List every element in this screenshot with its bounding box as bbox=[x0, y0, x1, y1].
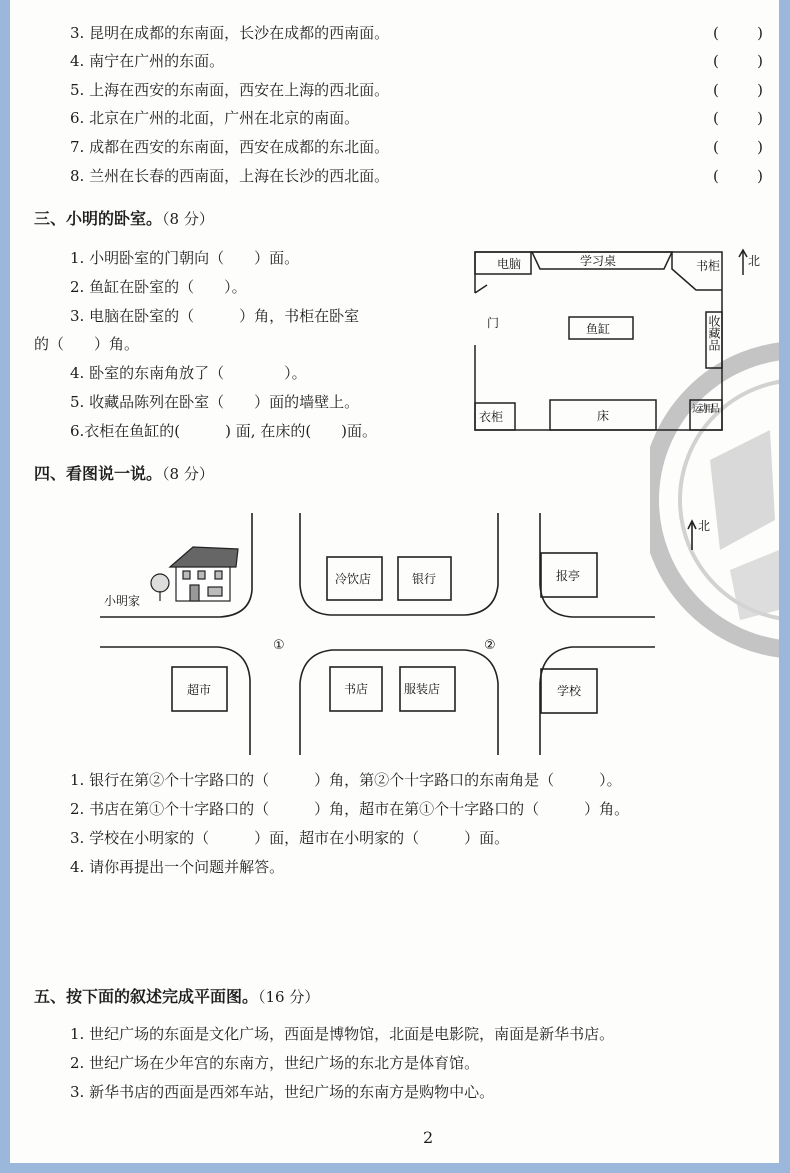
s3-q1: 1. 小明卧室的门朝向（ ）面。 bbox=[70, 249, 300, 267]
street-map bbox=[90, 505, 730, 763]
room-label-sports: 运动用品 bbox=[692, 404, 720, 415]
room-label-bed: 床 bbox=[597, 409, 610, 423]
s3-q4: 4. 卧室的东南角放了（ ）。 bbox=[70, 364, 307, 382]
north-label: 北 bbox=[748, 254, 761, 268]
answer-blank[interactable]: ( ) bbox=[713, 81, 763, 99]
map-label-bookstore: 书店 bbox=[344, 682, 369, 696]
s5-q1: 1. 世纪广场的东面是文化广场，西面是博物馆，北面是电影院，南面是新华书店。 bbox=[70, 1025, 615, 1043]
map-label-bank: 银行 bbox=[412, 572, 437, 586]
s5-q2: 2. 世纪广场在少年宫的东南方，世纪广场的东北方是体育馆。 bbox=[70, 1054, 480, 1072]
s2-item-8: 8. 兰州在长春的西南面，上海在长沙的西北面。 bbox=[70, 167, 390, 185]
section5-heading: 五、按下面的叙述完成平面图。（16 分） bbox=[34, 987, 320, 1006]
s2-item-4: 4. 南宁在广州的东面。 bbox=[70, 52, 225, 70]
room-label-desk: 学习桌 bbox=[580, 254, 617, 268]
section3-heading: 三、小明的卧室。（8 分） bbox=[34, 209, 214, 228]
room-label-computer: 电脑 bbox=[497, 257, 522, 271]
s3-q3-line1: 3. 电脑在卧室的（ ）角，书柜在卧室 bbox=[70, 307, 360, 325]
map-label-cold-drinks: 冷饮店 bbox=[335, 572, 372, 586]
s4-q3: 3. 学校在小明家的（ ）面，超市在小明家的（ ）面。 bbox=[70, 829, 510, 847]
section4-heading: 四、看图说一说。（8 分） bbox=[34, 464, 214, 483]
room-label-door: 门 bbox=[487, 316, 500, 330]
room-label-collection: 收藏品 bbox=[707, 315, 721, 351]
worksheet-page bbox=[10, 0, 779, 1163]
map-label-newsstand: 报亭 bbox=[556, 569, 581, 583]
map-label-supermarket: 超市 bbox=[187, 683, 212, 697]
map-label-school: 学校 bbox=[557, 684, 582, 698]
map-label-home: 小明家 bbox=[104, 594, 141, 608]
room-label-wardrobe: 衣柜 bbox=[479, 410, 504, 424]
s3-q3-line2: 的（ ）角。 bbox=[34, 335, 140, 353]
answer-blank[interactable]: ( ) bbox=[713, 167, 763, 185]
s3-q6: 6.衣柜在鱼缸的( ) 面, 在床的( )面。 bbox=[70, 422, 378, 440]
s5-q3: 3. 新华书店的西面是西郊车站，世纪广场的东南方是购物中心。 bbox=[70, 1083, 495, 1101]
answer-blank[interactable]: ( ) bbox=[713, 52, 763, 70]
answer-blank[interactable]: ( ) bbox=[713, 24, 763, 42]
map-label-crossroad-2: ② bbox=[484, 638, 496, 653]
map-label-crossroad-1: ① bbox=[273, 638, 285, 653]
room-label-fish-tank: 鱼缸 bbox=[586, 322, 611, 336]
map-label-clothing: 服装店 bbox=[404, 682, 441, 696]
s4-q4: 4. 请你再提出一个问题并解答。 bbox=[70, 858, 285, 876]
room-label-bookcase: 书柜 bbox=[696, 259, 721, 273]
s2-item-5: 5. 上海在西安的东南面，西安在上海的西北面。 bbox=[70, 81, 390, 99]
answer-blank[interactable]: ( ) bbox=[713, 138, 763, 156]
s2-item-3: 3. 昆明在成都的东南面，长沙在成都的西南面。 bbox=[70, 24, 390, 42]
house-icon bbox=[151, 547, 238, 601]
map-north-label: 北 bbox=[698, 519, 711, 533]
s4-q2: 2. 书店在第①个十字路口的（ ）角，超市在第①个十字路口的（ ）角。 bbox=[70, 800, 630, 818]
s2-item-6: 6. 北京在广州的北面，广州在北京的南面。 bbox=[70, 109, 360, 127]
s2-item-7: 7. 成都在西安的东南面，西安在成都的东北面。 bbox=[70, 138, 390, 156]
s3-q5: 5. 收藏品陈列在卧室（ ）面的墙壁上。 bbox=[70, 393, 360, 411]
page-number: 2 bbox=[423, 1128, 434, 1147]
bedroom-diagram bbox=[462, 245, 762, 437]
s3-q2: 2. 鱼缸在卧室的（ ）。 bbox=[70, 278, 247, 296]
s4-q1: 1. 银行在第②个十字路口的（ ）角，第②个十字路口的东南角是（ ）。 bbox=[70, 771, 622, 789]
answer-blank[interactable]: ( ) bbox=[713, 109, 763, 127]
